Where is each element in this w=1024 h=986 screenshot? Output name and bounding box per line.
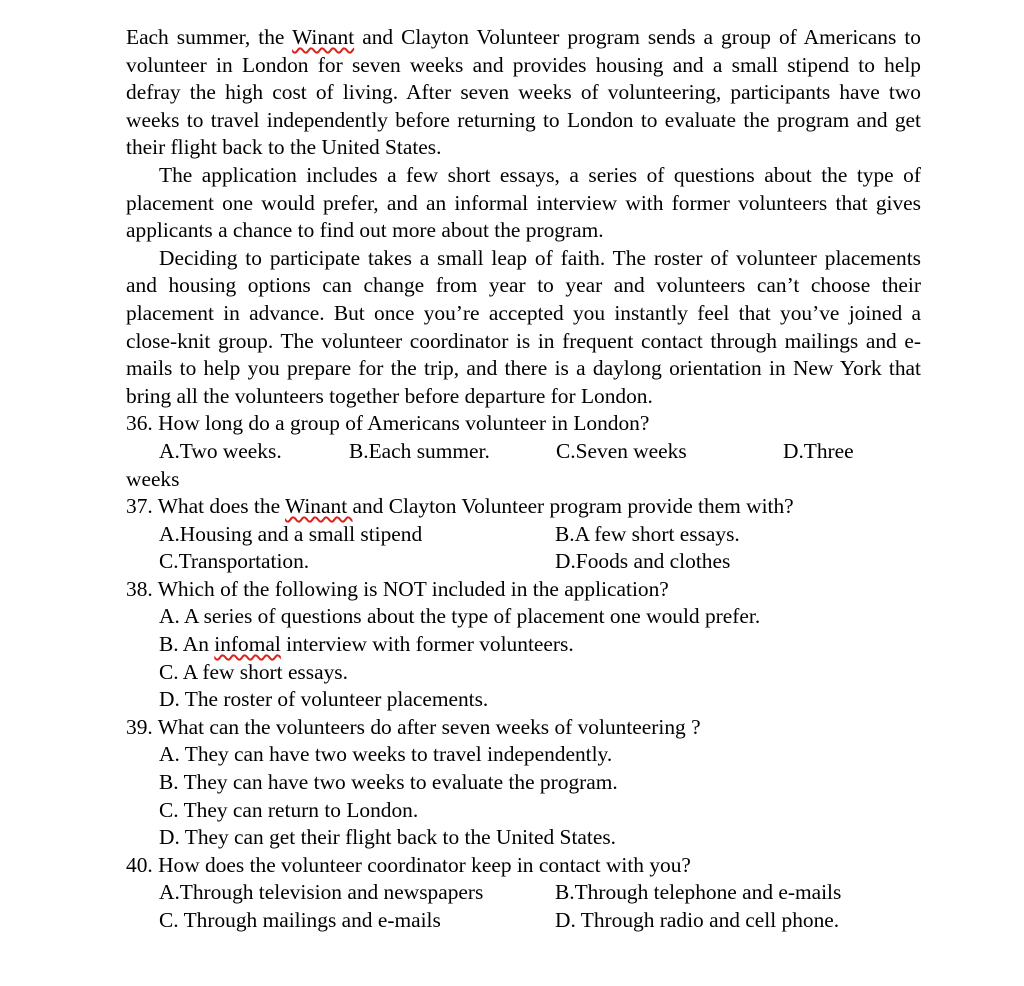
question-37-stem: 37. What does the Winant and Clayton Volunteer program provide them with? — [126, 494, 794, 519]
question-36-options — [126, 438, 921, 466]
passage-paragraph-1: Each summer, the Winant and Clayton Volunteer program sends a group of Americans to volunteer in London for seven weeks and provides housing and a small stipend to help defray the high cost of living. After seven weeks of volunteering, participants have two weeks to travel independently before returning to London to evaluate the program and get their flight back to the United States. — [126, 25, 921, 160]
passage-paragraph-2: The application includes a few short essays, a series of questions about the type of placement one would prefer, and an informal interview with former volunteers that gives applicants a chance to find out more about the program. — [126, 162, 921, 243]
question-40-option-d: D. Through radio and cell phone. — [555, 908, 840, 932]
question-37-option-c: C.Transportation. — [159, 549, 310, 574]
question-36-stem: 36. How long do a group of Americans volunteer in London? — [126, 411, 650, 436]
question-40-options-row-2 — [126, 907, 921, 935]
question-40-option-b: B.Through telephone and e-mails — [555, 880, 842, 905]
question-40-stem: 40. How does the volunteer coordinator keep in contact with you? — [126, 852, 691, 877]
question-38-option-c: C. A few short essays. — [159, 659, 348, 684]
passage-paragraph-3: Deciding to participate takes a small leap of faith. The roster of volunteer placements and housing options can change from year to year and volunteers can’t choose their placement in advance. But once you’re accepted you instantly feel that you’ve joined a close-knit group. The volunteer coordinator is in frequent contact through mailings and e-mails to help you prepare for the trip, and there is a daylong orientation in New York that bring all the volunteers together before departure for London. — [126, 245, 921, 408]
question-38-stem: 38. Which of the following is NOT included in the application? — [126, 576, 669, 601]
question-37-option-a: A.Housing and a small stipend — [159, 521, 423, 546]
question-36-option-d: D.Three — [783, 438, 854, 463]
question-37-option-d: D.Foods and clothes — [555, 549, 731, 574]
question-38-option-d: D. The roster of volunteer placements. — [159, 687, 489, 712]
question-40-option-a: A.Through television and newspapers — [159, 880, 484, 905]
document-page — [126, 24, 921, 935]
question-37-option-b: B.A few short essays. — [555, 521, 740, 546]
question-36-option-b: B.Each summer. — [349, 438, 490, 463]
question-36-option-a: A.Two weeks. — [159, 438, 282, 463]
question-39-stem: 39. What can the volunteers do after seven weeks of volunteering ? — [126, 714, 701, 739]
question-38-option-a: A. A series of questions about the type of placement one would prefer. — [159, 604, 761, 629]
question-37-options-row-1 — [126, 521, 921, 549]
question-37-options-row-2 — [126, 548, 921, 576]
question-39-option-b: B. They can have two weeks to evaluate the program. — [159, 770, 618, 795]
question-39-option-d: D. They can get their flight back to the United States. — [159, 825, 617, 850]
misspelled-word-infomal: infomal — [214, 632, 281, 657]
question-39-option-c: C. They can return to London. — [159, 797, 419, 822]
question-39-option-a: A. They can have two weeks to travel independently. — [159, 742, 613, 767]
misspelled-word-winant: Winant — [292, 25, 355, 49]
question-40-options-row-1 — [126, 879, 921, 907]
misspelled-word-winant-2: Winant — [285, 494, 353, 519]
question-40-option-c: C. Through mailings and e-mails — [159, 908, 441, 932]
question-36-option-c: C.Seven weeks — [556, 438, 687, 463]
question-38-option-b: B. An infomal interview with former volunteers. — [159, 632, 574, 657]
question-36-option-d-wrap: weeks — [126, 466, 180, 491]
